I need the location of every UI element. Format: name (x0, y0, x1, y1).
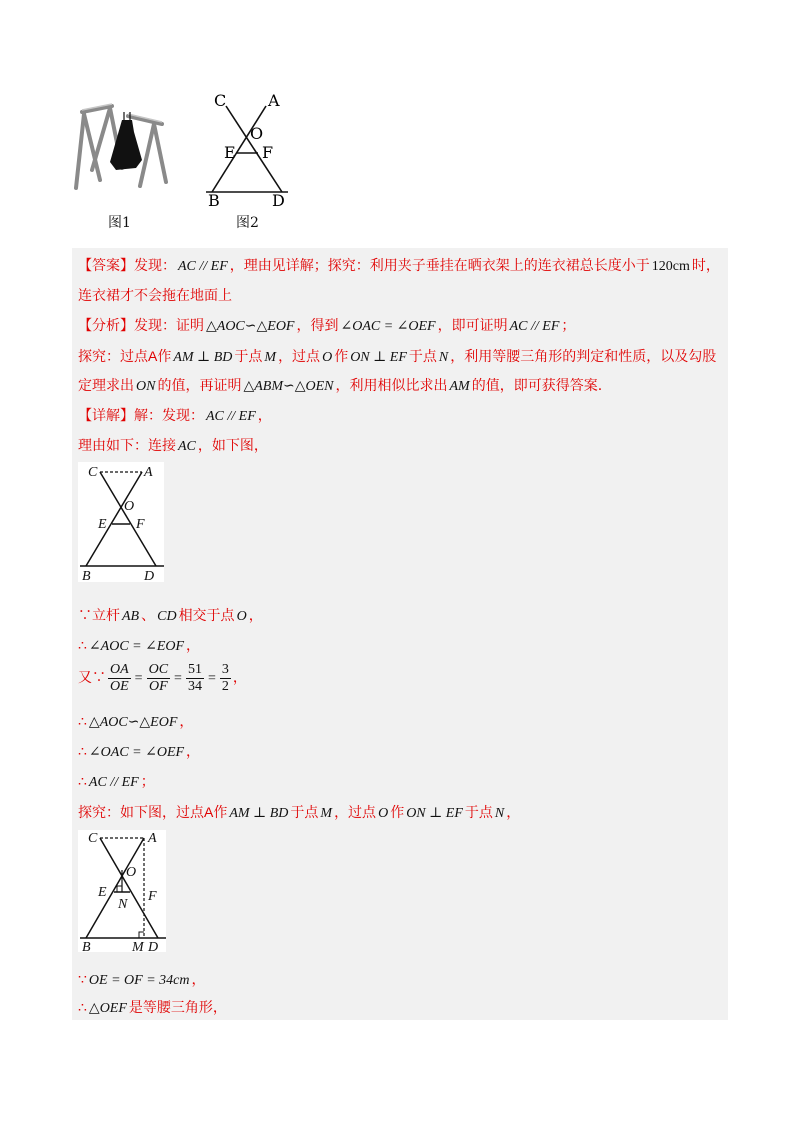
figure4-diagram (78, 830, 166, 952)
fig4-label-e: E (98, 885, 107, 900)
fig2-label-a: A (268, 92, 280, 110)
fig3-label-b: B (82, 569, 91, 582)
detail-step-8: ∴ △OEF 是等腰三角形， (78, 1000, 227, 1016)
detail-step-6: ∴ AC // EF ； (78, 774, 155, 790)
figure3-diagram (78, 462, 164, 582)
detail-step-4: ∴ △AOC∽△EOF ， (78, 714, 194, 730)
detail-step-7: ∵ OE = OF = 34cm ， (78, 972, 206, 988)
fig4-label-o: O (126, 865, 137, 880)
fig4-label-m: M (132, 940, 144, 952)
figure2-caption: 图2 (236, 215, 259, 231)
analysis-line-2: 探究：过点A作 AM ⊥ BD 于点 M ，过点 O 作 ON ⊥ EF 于点 N ，利用等腰三角形的判定和性质，以及勾股 (78, 348, 717, 365)
fig2-label-d: D (272, 191, 285, 208)
fig4-label-b: B (82, 940, 91, 952)
analysis-line-3: 定理求出 ON 的值，再证明 △ABM∽△OEN ，利用相似比求出 AM 的值，即可获得答案. (78, 378, 603, 394)
fraction-51-34: $\frac{51}{34}$ (187, 661, 202, 694)
figure1-caption: 图1 (108, 215, 131, 231)
detail-step-2: ∴ ∠AOC = ∠EOF ， (78, 638, 201, 654)
fig2-label-e: E (224, 143, 236, 162)
fig4-label-n: N (118, 897, 128, 912)
detail-step-5: ∴ ∠OAC = ∠OEF ， (78, 744, 201, 760)
figure2-diagram (200, 92, 296, 208)
fig3-label-c: C (88, 465, 98, 480)
fraction-3-2: $\frac{3}{2}$ (221, 661, 229, 694)
fig2-label-o: O (250, 124, 264, 143)
fraction-oa-oe: $\frac{OA}{OE}$ (110, 661, 129, 694)
fig2-label-f: F (262, 143, 274, 162)
fig3-label-o: O (124, 499, 135, 514)
fig3-label-a: A (144, 465, 153, 480)
fraction-oc-of: $\frac{OC}{OF}$ (148, 661, 169, 694)
fig3-label-e: E (98, 517, 107, 532)
detail-line-1: 【详解】解：发现： AC // EF ， (78, 408, 272, 424)
detail-step-3-ratio: 又∵ $\frac{OA}{OE}$ = $\frac{OC}{OF}$ = $\frac{51}{34}$ = $\frac{3}{2}$ ， (78, 661, 247, 694)
detail-step-1: ∵立杆 AB 、 CD 相交于点 O ， (78, 608, 263, 624)
fig2-label-c: C (214, 92, 227, 110)
detail-line-2: 理由如下：连接 AC ，如下图， (78, 438, 268, 454)
answer-line-2: 连衣裙才不会拖在地面上 (78, 288, 232, 304)
figure1-image (70, 98, 170, 196)
answer-line-1: 【答案】发现： AC // EF ，理由见详解；探究：利用夹子垂挂在晒衣架上的连衣裙总长度小于 120cm 时， (78, 258, 720, 274)
fig4-label-f: F (148, 889, 157, 904)
analysis-line-1: 【分析】发现：证明 △AOC∽△EOF ，得到 ∠OAC = ∠OEF ，即可证明 AC // EF ； (78, 318, 576, 334)
fig4-label-c: C (88, 831, 98, 846)
explore-line: 探究：如下图，过点A作 AM ⊥ BD 于点 M ，过点 O 作 ON ⊥ EF 于点 N ， (78, 804, 521, 821)
fig2-label-b: B (208, 191, 220, 208)
fig4-label-a: A (148, 831, 157, 846)
fig3-label-f: F (136, 517, 145, 532)
fig4-label-d: D (148, 940, 159, 952)
fig3-label-d: D (144, 569, 155, 582)
solution-panel (72, 248, 728, 1020)
clothes-rack-drawing (70, 98, 170, 196)
